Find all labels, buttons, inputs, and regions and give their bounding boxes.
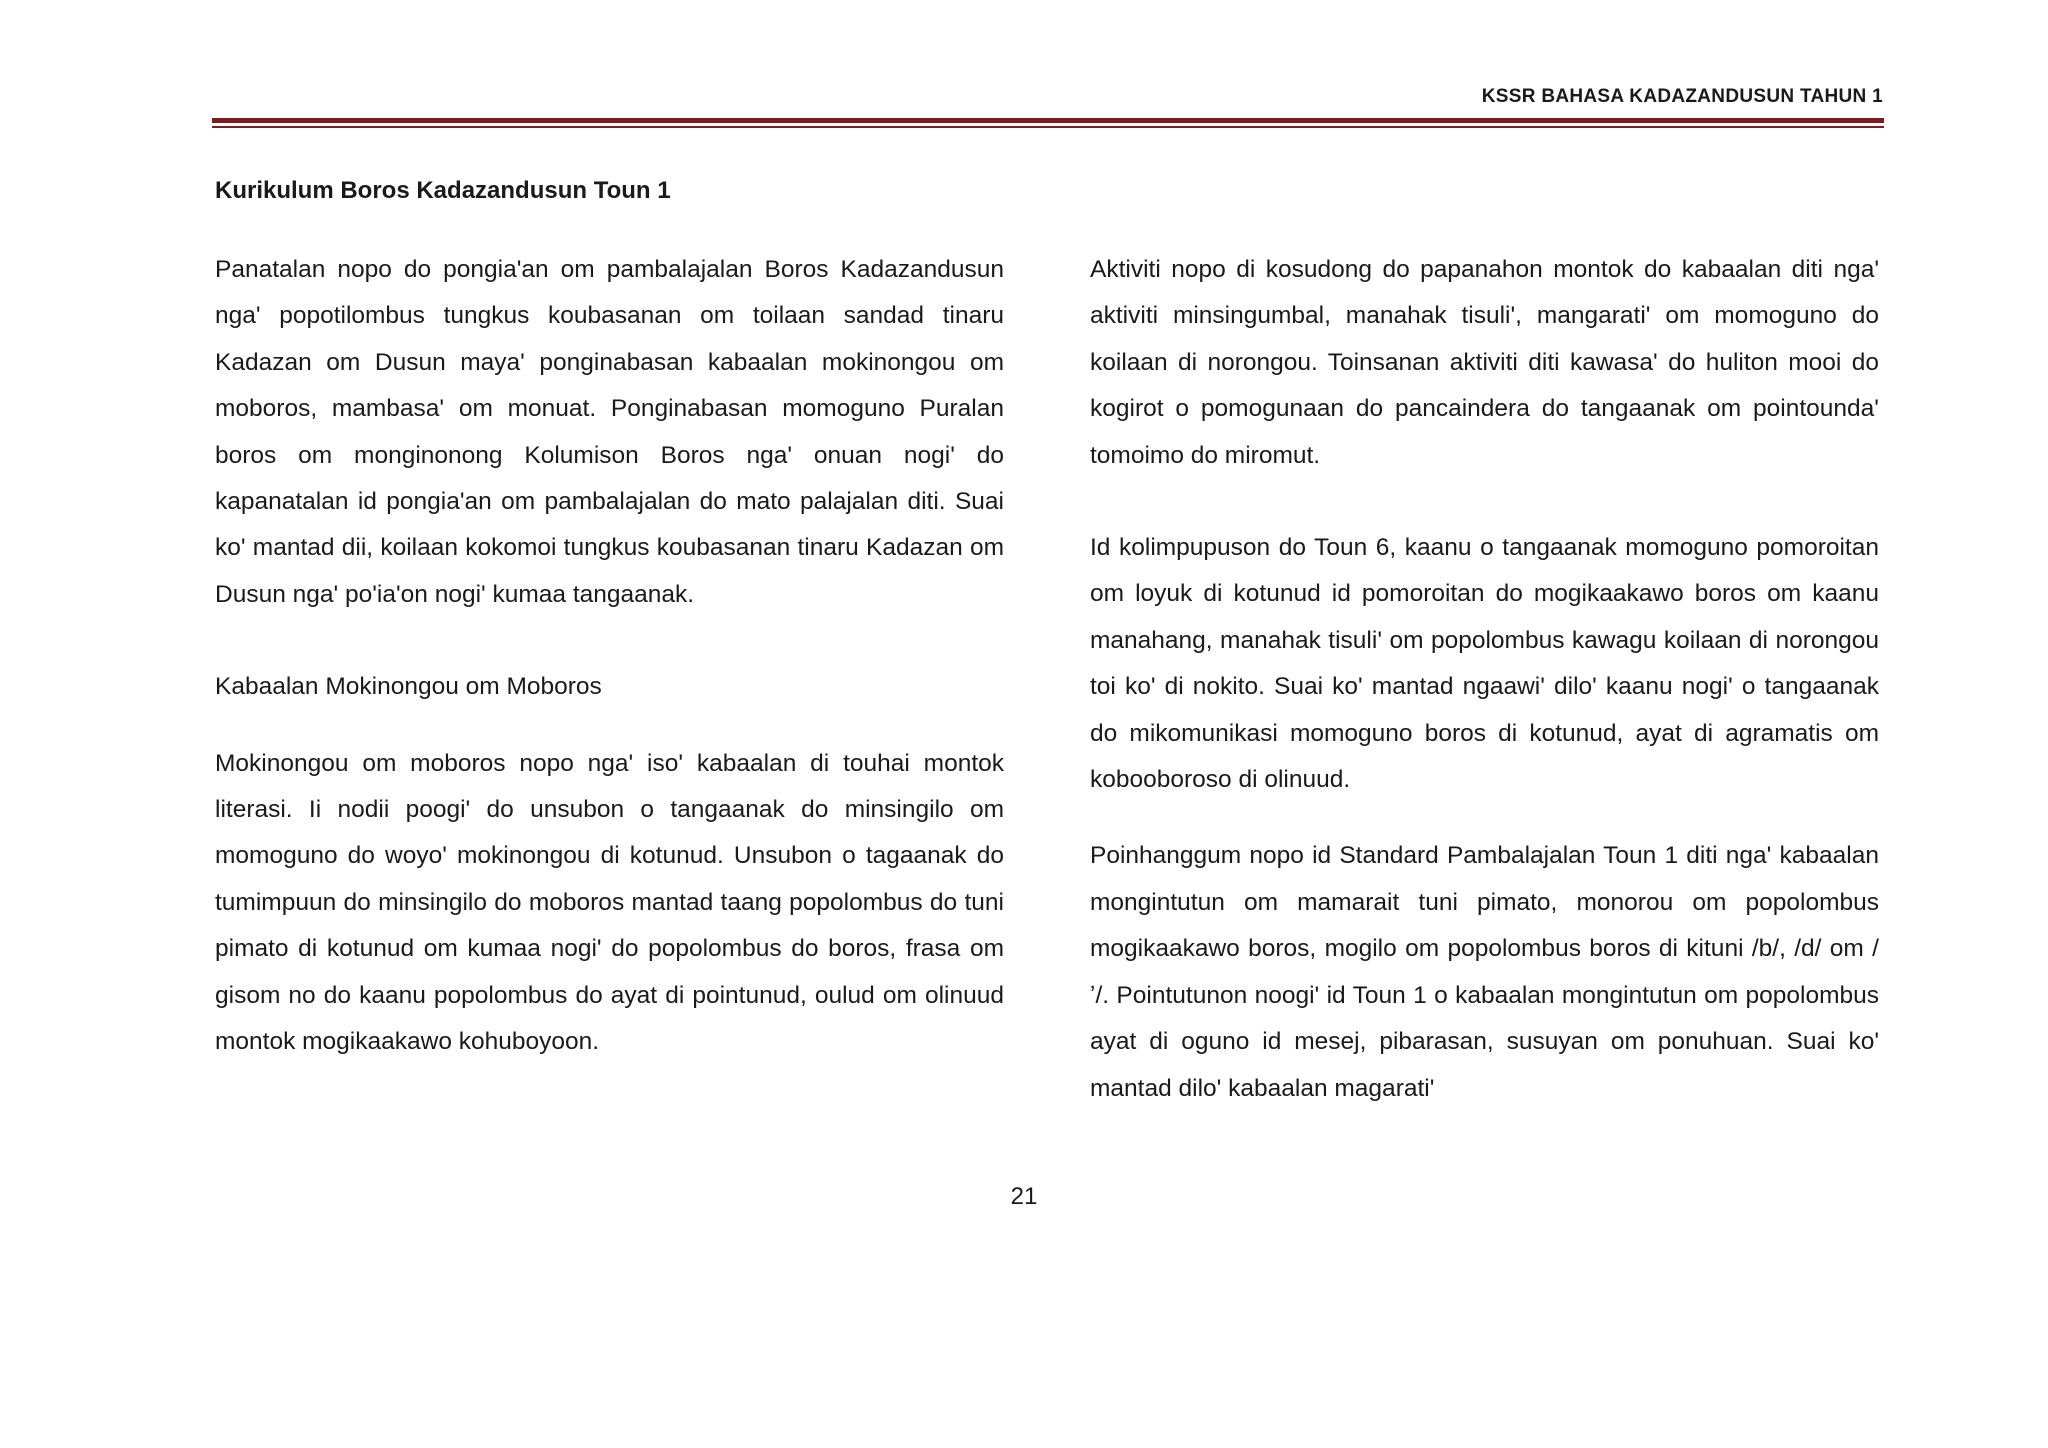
document-title: Kurikulum Boros Kadazandusun Toun 1 <box>215 177 671 204</box>
header-rule-thick <box>212 118 1884 123</box>
outcome-paragraph: Id kolimpupuson do Toun 6, kaanu o tangaanak momoguno pomoroitan om loyuk di kotunud id pomoroitan do mogikaakawo boros om kaanu manahang, manahak tisuli' om popolombus kawagu koilaan di norongou toi ko' di nokito. Suai ko' mantad ngaawi' dilo' kaanu nogi' o tangaanak do mikomunikasi momoguno boros di kotunud, ayat di agramatis om kobooboroso di olinuud. <box>1090 534 1879 794</box>
running-header: KSSR BAHASA KADAZANDUSUN TAHUN 1 <box>1481 86 1883 107</box>
left-column <box>215 247 1004 1066</box>
section-subheading: Kabaalan Mokinongou om Moboros <box>215 673 602 701</box>
page-number: 21 <box>1010 1183 1038 1210</box>
paragraph-gap <box>215 711 1004 741</box>
paragraph-gap <box>1090 803 1879 833</box>
right-column <box>1090 247 1879 1112</box>
listening-paragraph: Mokinongou om moboros nopo nga' iso' kabaalan di touhai montok literasi. Ii nodii poogi' do unsubon o tangaanak do minsingilo om momoguno do woyo' mokinongou di kotunud. Unsubon o tagaanak do tumimpuun do minsingilo do moboros mantad taang popolombus do tuni pimato di kotunud om kumaa nogi' do popolombus do boros, frasa om gisom no do kaanu popolombus do ayat di pointunud, oulud om olinuud montok mogikaakawo kohuboyoon. <box>215 749 1004 1056</box>
paragraph-gap <box>1090 479 1879 525</box>
paragraph-gap <box>215 618 1004 664</box>
standard-paragraph: Poinhanggum nopo id Standard Pambalajalan Toun 1 diti nga' kabaalan mongintutun om mamarait tuni pimato, monorou om popolombus mogikaakawo boros, mogilo om popolombus boros di kituni /b/, /d/ om /ʼ/. Pointutunon noogi' id Toun 1 o kabaalan mongintutun om popolombus ayat di oguno id mesej, pibarasan, susuyan om ponuhuan. Suai ko' mantad dilo' kabaalan magarati' <box>1090 842 1879 1102</box>
activity-paragraph: Aktiviti nopo di kosudong do papanahon montok do kabaalan diti nga' aktiviti minsingumbal, manahak tisuli', mangarati' om momoguno do koilaan di norongou. Toinsanan aktiviti diti kawasa' do huliton mooi do kogirot o pomogunaan do pancaindera do tangaanak om pointounda' tomoimo do miromut. <box>1090 256 1879 469</box>
header-rule-thin <box>212 126 1884 128</box>
intro-paragraph: Panatalan nopo do pongia'an om pambalajalan Boros Kadazandusun nga' popotilombus tungkus koubasanan om toilaan sandad tinaru Kadazan om Dusun maya' ponginabasan kabaalan mokinongou om moboros, mambasa' om monuat. Ponginabasan momoguno Puralan boros om monginonong Kolumison Boros nga' onuan nogi' do kapanatalan id pongia'an om pambalajalan do mato palajalan diti. Suai ko' mantad dii, koilaan kokomoi tungkus koubasanan tinaru Kadazan om Dusun nga' po'ia'on nogi' kumaa tangaanak. <box>215 256 1004 608</box>
